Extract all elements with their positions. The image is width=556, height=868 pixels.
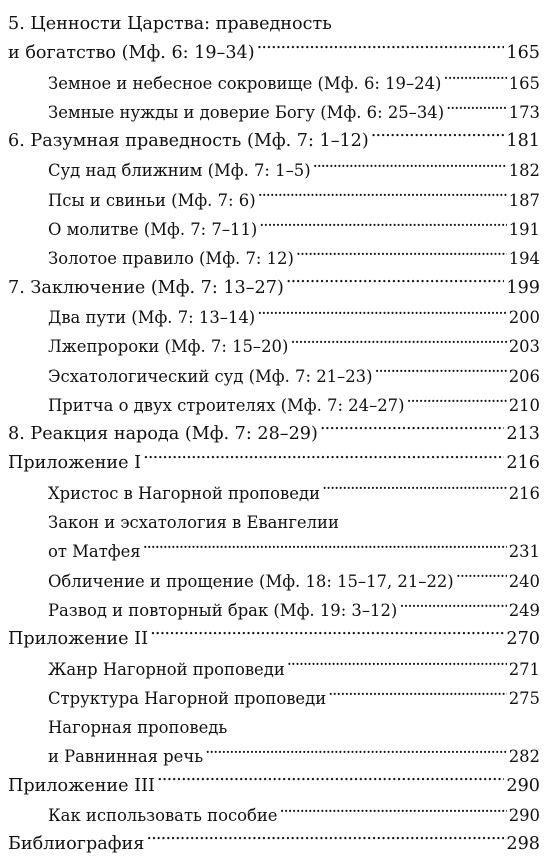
toc-subentry[interactable] <box>8 362 540 391</box>
toc-entry-title: Суд над ближним (Мф. 7: 1–5) <box>48 161 311 181</box>
toc-subentry[interactable] <box>8 156 540 185</box>
dot-leader <box>446 102 507 118</box>
toc-entry[interactable] <box>8 772 540 801</box>
toc-entry-title: Нагорная проповедь <box>48 718 228 738</box>
toc-entry-title: Притча о двух строителях (Мф. 7: 24–27) <box>48 395 405 415</box>
toc-subentry[interactable] <box>8 244 540 273</box>
dot-leader <box>407 394 507 410</box>
dot-leader <box>375 365 507 381</box>
dot-leader <box>313 160 507 176</box>
dot-leader <box>280 805 507 821</box>
toc-entry-page: 290 <box>508 806 540 826</box>
toc-entry-page: 200 <box>508 307 540 327</box>
toc-entry-page: 187 <box>508 190 540 210</box>
toc-entry-title: Лжепророки (Мф. 7: 15–20) <box>48 337 289 357</box>
toc-subentry[interactable] <box>8 303 540 332</box>
toc-entry[interactable] <box>8 10 540 39</box>
toc-subentry[interactable] <box>8 596 540 625</box>
toc-entry-title: Структура Нагорной проповеди <box>48 688 327 708</box>
toc-entry-title: и богатство (Мф. 6: 19–34) <box>8 43 255 64</box>
dot-leader <box>143 451 504 469</box>
toc-subentry[interactable] <box>8 655 540 684</box>
toc-entry-page: 191 <box>508 220 540 240</box>
toc-entry-page: 231 <box>508 542 540 562</box>
dot-leader <box>259 219 506 235</box>
toc-entry-page: 249 <box>508 600 540 620</box>
toc-entry-page: 165 <box>506 43 540 64</box>
dot-leader <box>322 482 507 498</box>
toc-entry[interactable] <box>8 39 540 68</box>
dot-leader <box>296 248 507 264</box>
toc-entry-page: 275 <box>508 688 540 708</box>
toc-entry-title: 7. Заключение (Мф. 7: 13–27) <box>8 277 284 298</box>
toc-entry-page: 298 <box>506 834 540 855</box>
toc-entry-title: Эсхатологический суд (Мф. 7: 21–23) <box>48 366 373 386</box>
toc-entry-title: Приложение I <box>8 453 142 474</box>
toc-entry-title: 5. Ценности Царства: праведность <box>8 14 332 34</box>
dot-leader <box>146 832 504 850</box>
toc-entry[interactable] <box>8 449 540 478</box>
toc-entry-title: Обличение и прощение (Мф. 18: 15–17, 21–22) <box>48 571 454 591</box>
toc-entry-title: Христос в Нагорной проповеди <box>48 483 320 503</box>
toc-entry[interactable] <box>8 420 540 449</box>
toc-subentry[interactable] <box>8 332 540 361</box>
toc-entry-title: Два пути (Мф. 7: 13–14) <box>48 307 256 327</box>
toc-subentry[interactable] <box>8 215 540 244</box>
toc-entry[interactable] <box>8 127 540 156</box>
toc-entry-page: 165 <box>508 73 540 93</box>
toc-entry[interactable] <box>8 625 540 654</box>
toc-subentry[interactable] <box>8 98 540 127</box>
toc-entry-title: Развод и повторный брак (Мф. 19: 3–12) <box>48 600 398 620</box>
toc-entry-page: 182 <box>508 161 540 181</box>
table-of-contents <box>8 10 540 860</box>
toc-subentry[interactable] <box>8 69 540 98</box>
toc-entry-title: 6. Разумная праведность (Мф. 7: 1–12) <box>8 131 369 152</box>
toc-entry-page: 206 <box>508 366 540 386</box>
toc-entry-page: 282 <box>508 747 540 767</box>
dot-leader <box>371 129 505 147</box>
dot-leader <box>320 422 505 440</box>
toc-entry[interactable] <box>8 274 540 303</box>
toc-entry-page: 271 <box>508 659 540 679</box>
toc-entry-title: 8. Реакция народа (Мф. 7: 28–29) <box>8 424 318 445</box>
toc-entry-title: Как использовать пособие <box>48 806 278 826</box>
toc-entry-page: 199 <box>506 277 540 298</box>
toc-entry-page: 173 <box>508 102 540 122</box>
toc-subentry[interactable] <box>8 479 540 508</box>
toc-entry-page: 213 <box>506 424 540 445</box>
dot-leader <box>150 627 504 645</box>
toc-entry-title: Земные нужды и доверие Богу (Мф. 6: 25–34) <box>48 102 445 122</box>
toc-subentry[interactable] <box>8 684 540 713</box>
toc-subentry[interactable] <box>8 508 540 537</box>
toc-entry-title: Закон и эсхатология в Евангелии <box>48 513 339 533</box>
toc-entry-title: О молитве (Мф. 7: 7–11) <box>48 220 258 240</box>
toc-entry-page: 270 <box>506 629 540 650</box>
toc-entry-title: Жанр Нагорной проповеди <box>48 659 285 679</box>
toc-entry-title: Библиография <box>8 834 145 855</box>
dot-leader <box>287 658 507 674</box>
dot-leader <box>456 570 507 586</box>
toc-subentry[interactable] <box>8 537 540 566</box>
dot-leader <box>258 189 507 205</box>
toc-entry-page: 210 <box>508 395 540 415</box>
toc-entry-title: Золотое правило (Мф. 7: 12) <box>48 249 294 269</box>
toc-subentry[interactable] <box>8 391 540 420</box>
dot-leader <box>157 773 504 791</box>
toc-entry-title: Земное и небесное сокровище (Мф. 6: 19–24) <box>48 73 442 93</box>
toc-subentry[interactable] <box>8 742 540 771</box>
toc-subentry[interactable] <box>8 567 540 596</box>
toc-subentry[interactable] <box>8 713 540 742</box>
dot-leader <box>286 275 505 293</box>
toc-entry-page: 203 <box>508 337 540 357</box>
toc-entry-page: 181 <box>506 131 540 152</box>
toc-entry-title: от Матфея <box>48 542 141 562</box>
dot-leader <box>205 746 507 762</box>
toc-entry-page: 240 <box>508 571 540 591</box>
toc-entry-title: Приложение III <box>8 775 156 796</box>
dot-leader <box>328 687 507 703</box>
dot-leader <box>257 307 507 323</box>
toc-subentry[interactable] <box>8 801 540 830</box>
toc-entry-title: Приложение II <box>8 629 149 650</box>
toc-entry-page: 216 <box>506 453 540 474</box>
toc-entry-page: 216 <box>508 483 540 503</box>
toc-entry-page: 194 <box>508 249 540 269</box>
dot-leader <box>143 541 507 557</box>
toc-entry[interactable] <box>8 830 540 859</box>
dot-leader <box>290 336 506 352</box>
dot-leader <box>443 72 506 88</box>
toc-entry-page: 290 <box>506 775 540 796</box>
toc-subentry[interactable] <box>8 186 540 215</box>
dot-leader <box>399 600 506 616</box>
toc-entry-title: и Равнинная речь <box>48 747 204 767</box>
dot-leader <box>257 41 505 59</box>
toc-entry-title: Псы и свиньи (Мф. 7: 6) <box>48 190 256 210</box>
